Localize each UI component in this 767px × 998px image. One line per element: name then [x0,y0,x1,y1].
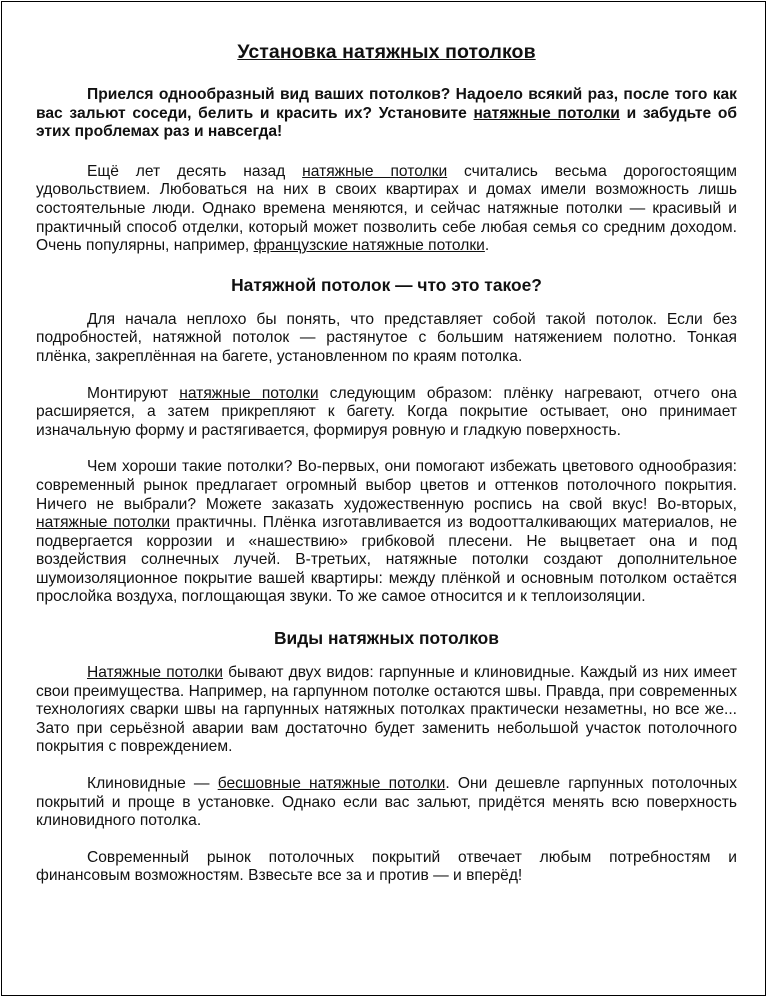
p1-text-b: считались весьма дорогостоящим удовольствием. Любоваться на них в своих квартирах и домах имели возможность лишь состоятельные люди. Однако времена меняются, и сейчас натяжные потолки — красивый и практичный способ отделки, который может позволить себе любая семья со средним доходом. Очень популярны, например, [36,162,737,255]
section-heading-kinds: Виды натяжных потолков [273,628,499,649]
intro-paragraph [36,86,737,142]
p4-text-a: Чем хороши такие потолки? Во-первых, они помогают избежать цветового однообразия: современный рынок предлагает огромный выбор цветов и оттенков потолочного покрытия. Ничего не выбрали? Можете заказать художественную роспись на свой вкус! Во-вторых, [36,458,737,513]
p5-link[interactable]: Натяжные потолки [87,664,223,682]
page-title: Установка натяжных потолков [237,41,536,63]
p1-text-a: Ещё лет десять назад [87,162,303,180]
p1-text-c: . [484,237,490,255]
intro-text-b: и забудьте об этих проблемах раз и навсегда! [36,104,738,141]
p1-link-stretch-ceilings[interactable]: натяжные потолки [302,162,448,180]
p6-text-b: . Они дешевле гарпунных потолочных покрытий и проще в установке. Однако если вас зальют, придётся менять всю поверхность клиновидного потолка. [36,775,737,830]
paragraph-wedge [36,775,737,831]
p3-text-a: Монтируют [87,384,180,402]
document-page [1,1,766,996]
paragraph-definition: Для начала неплохо бы понять, что представляет собой такой потолок. Если без подробностей, натяжной потолок — растянутое с большим натяжением полотно. Тонкая плёнка, закреплённая на багете, установленном по краям потолка. [36,310,737,365]
p4-link[interactable]: натяжные потолки [36,514,171,532]
paragraph-history [36,163,737,256]
p1-link-french-ceilings[interactable]: французские натяжные потолки [253,237,485,255]
paragraph-types [36,664,737,757]
p6-link-seamless[interactable]: бесшовные натяжные потолки [217,775,446,793]
paragraph-conclusion: Современный рынок потолочных покрытий отвечает любым потребностям и финансовым возможностям. Взвесьте все за и против — и вперёд! [36,848,737,885]
paragraph-mounting [36,385,737,441]
intro-link[interactable]: натяжные потолки [473,104,620,122]
p3-text-b: следующим образом: плёнку нагревают, отчего она расширяется, а затем прикрепляют к багету. Когда покрытие остывает, оно принимает изначальную форму и растягивается, формируя ровную и гладкую поверхность. [36,384,737,439]
paragraph-benefits [36,458,737,607]
section-heading-what: Натяжной потолок — что это такое? [231,274,542,295]
p6-text-a: Клиновидные — [87,775,218,793]
p4-text-b: практичны. Плёнка изготавливается из водоотталкивающих материалов, не подвергается коррозии и «нашествию» грибковой плесени. Не выцветает она и под воздействия солнечных лучей. В-третьих, натяжные потолки создают дополнительное шумоизоляционное покрытие вашей квартиры: между плёнкой и основным потолком остаётся прослойка воздуха, поглощающая звуки. То же самое относится и к теплоизоляции. [36,514,737,606]
p3-link[interactable]: натяжные потолки [179,384,319,402]
intro-text-a: Приелся однообразный вид ваших потолков? Надоело всякий раз, после того как вас зальют соседи, белить и красить их? Установите [36,86,737,122]
document-content [36,40,737,886]
p5-text-a: бывают двух видов: гарпунные и клиновидные. Каждый из них имеет свои преимущества. Например, на гарпунном потолке остаются швы. Правда, при современных технологиях сварки швы на гарпунных натяжных потолках практически незаметны, но все же... Зато при серьёзной аварии вам достаточно будет заменить небольшой участок потолочного покрытия с повреждением. [36,664,737,756]
